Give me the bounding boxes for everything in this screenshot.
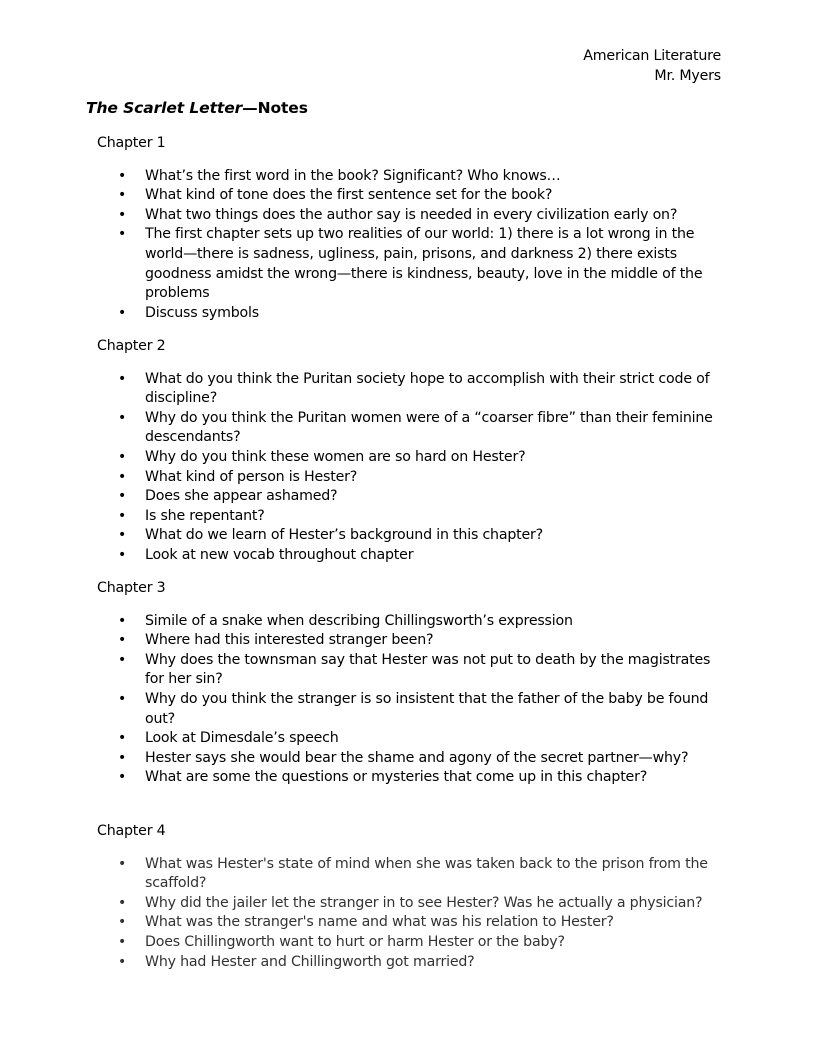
note-text: Hester says she would bear the shame and agony of the secret partner—why? xyxy=(145,749,689,766)
bullet-icon: • xyxy=(118,527,127,544)
chapter-2-section xyxy=(97,337,737,566)
note-text: Why do you think these women are so hard on Hester? xyxy=(145,448,526,465)
note-text: Why had Hester and Chillingworth got married? xyxy=(145,953,475,970)
list-item xyxy=(97,749,720,769)
list-item xyxy=(97,448,720,468)
chapter-4-section xyxy=(97,822,737,972)
note-text: Why did the jailer let the stranger in to see Hester? Was he actually a physician? xyxy=(145,894,703,911)
chapter-heading: Chapter 2 xyxy=(97,338,166,354)
bullet-icon: • xyxy=(118,632,127,649)
note-text: Look at Dimesdale’s speech xyxy=(145,730,339,747)
note-text: Does Chillingworth want to hurt or harm Hester or the baby? xyxy=(145,933,565,950)
bullet-icon: • xyxy=(118,468,127,485)
note-text: What kind of tone does the first sentence set for the book? xyxy=(145,187,553,204)
list-item xyxy=(97,304,720,324)
bullet-icon: • xyxy=(118,507,127,524)
note-text: What’s the first word in the book? Significant? Who knows… xyxy=(145,167,561,184)
bullet-icon: • xyxy=(118,226,127,243)
bullet-icon: • xyxy=(118,187,127,204)
bullet-icon: • xyxy=(118,749,127,766)
bullet-icon: • xyxy=(118,370,127,387)
note-text: What was the stranger's name and what was his relation to Hester? xyxy=(145,914,614,931)
bullet-icon: • xyxy=(118,914,127,931)
chapter-heading: Chapter 1 xyxy=(97,135,166,151)
note-text: What kind of person is Hester? xyxy=(145,468,358,485)
bullet-icon: • xyxy=(118,769,127,786)
note-text: Why do you think the Puritan women were of a “coarser fibre” than their feminine descendants? xyxy=(145,409,713,446)
note-text: Is she repentant? xyxy=(145,507,265,524)
list-item xyxy=(97,913,720,933)
bullet-icon: • xyxy=(118,206,127,223)
chapter-1-section xyxy=(97,134,737,323)
bullet-icon: • xyxy=(118,690,127,707)
chapter-heading: Chapter 3 xyxy=(97,580,166,596)
list-item xyxy=(97,370,720,409)
list-item xyxy=(97,225,720,303)
list-item xyxy=(97,631,720,651)
list-item xyxy=(97,690,720,729)
title-suffix: —Notes xyxy=(242,99,308,117)
note-text: Where had this interested stranger been? xyxy=(145,632,434,649)
list-item xyxy=(97,894,720,914)
list-item xyxy=(97,933,720,953)
list-item xyxy=(97,167,720,187)
list-item xyxy=(97,487,720,507)
bullet-icon: • xyxy=(118,546,127,563)
list-item xyxy=(97,651,720,690)
chapter-4-notes-list xyxy=(97,855,737,973)
chapter-heading: Chapter 4 xyxy=(97,823,166,839)
bullet-icon: • xyxy=(118,612,127,629)
bullet-icon: • xyxy=(118,855,127,872)
bullet-icon: • xyxy=(118,167,127,184)
note-text: Discuss symbols xyxy=(145,304,259,321)
teacher-name: Mr. Myers xyxy=(654,67,721,84)
note-text: What are some the questions or mysteries that come up in this chapter? xyxy=(145,769,648,786)
list-item xyxy=(97,612,720,632)
note-text: Does she appear ashamed? xyxy=(145,488,338,505)
list-item xyxy=(97,507,720,527)
bullet-icon: • xyxy=(118,304,127,321)
note-text: Look at new vocab throughout chapter xyxy=(145,546,414,563)
bullet-icon: • xyxy=(118,409,127,426)
bullet-icon: • xyxy=(118,933,127,950)
list-item xyxy=(97,186,720,206)
chapter-2-notes-list xyxy=(97,370,737,566)
list-item xyxy=(97,526,720,546)
list-item xyxy=(97,729,720,749)
bullet-icon: • xyxy=(118,953,127,970)
note-text: Why does the townsman say that Hester was not put to death by the magistrates for her sin? xyxy=(145,651,711,688)
bullet-icon: • xyxy=(118,651,127,668)
header-info xyxy=(583,47,721,86)
list-item xyxy=(97,855,720,894)
bullet-icon: • xyxy=(118,730,127,747)
note-text: What two things does the author say is needed in every civilization early on? xyxy=(145,206,678,223)
chapter-3-section xyxy=(97,579,737,788)
list-item xyxy=(97,468,720,488)
list-item xyxy=(97,546,720,566)
list-item xyxy=(97,409,720,448)
bullet-icon: • xyxy=(118,894,127,911)
chapter-3-notes-list xyxy=(97,612,737,788)
note-text: What do you think the Puritan society hope to accomplish with their strict code of discipline? xyxy=(145,370,710,407)
note-text: What do we learn of Hester’s background in this chapter? xyxy=(145,527,543,544)
list-item xyxy=(97,953,720,973)
note-text: What was Hester's state of mind when she was taken back to the prison from the scaffold? xyxy=(145,855,708,892)
list-item xyxy=(97,768,720,788)
note-text: The first chapter sets up two realities of our world: 1) there is a lot wrong in the world—there is sadness, ugliness, pain, prisons, and darkness 2) there exists goodness amidst the wrong—there is kindness, beauty, love in the middle of the problems xyxy=(145,226,703,302)
bullet-icon: • xyxy=(118,488,127,505)
bullet-icon: • xyxy=(118,448,127,465)
course-name: American Literature xyxy=(583,48,721,64)
note-text: Why do you think the stranger is so insistent that the father of the baby be found out? xyxy=(145,690,709,727)
note-text: Simile of a snake when describing Chillingsworth’s expression xyxy=(145,612,573,629)
document-title xyxy=(86,99,308,117)
list-item xyxy=(97,206,720,226)
book-title: The Scarlet Letter xyxy=(86,99,243,117)
chapter-1-notes-list xyxy=(97,167,737,324)
